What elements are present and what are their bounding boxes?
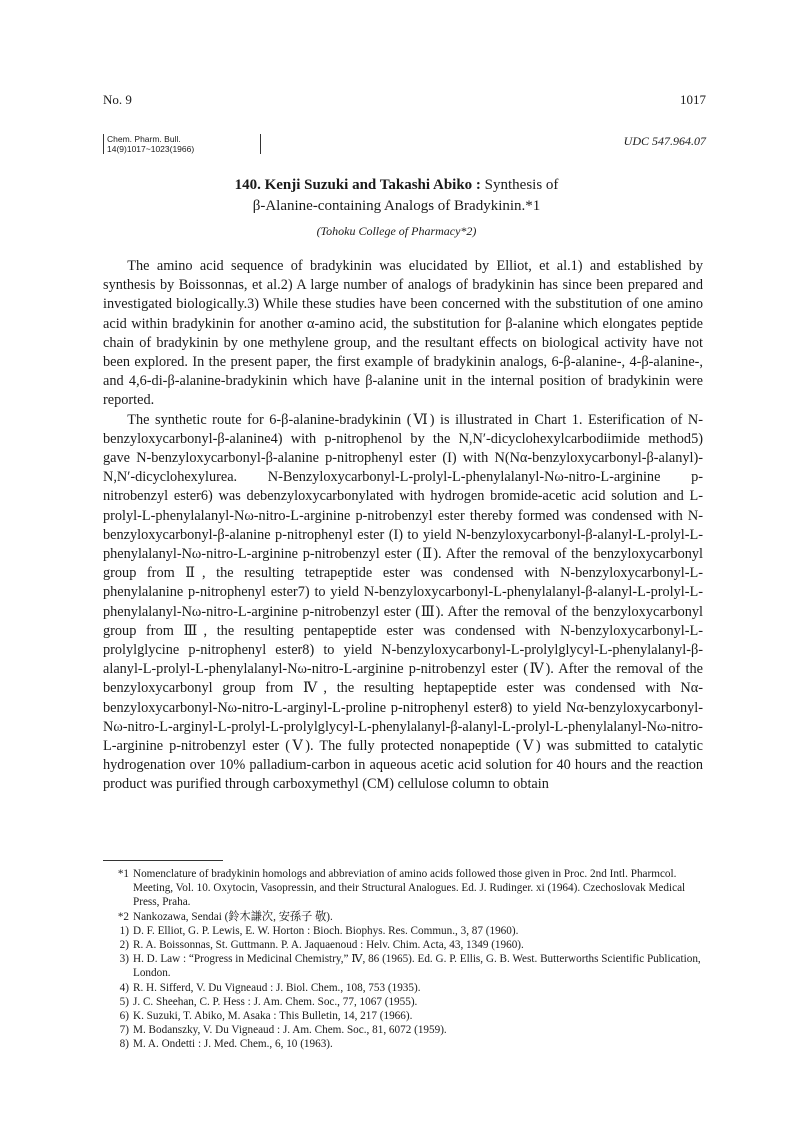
citation-journal: Chem. Pharm. Bull. — [107, 134, 181, 144]
reference: 4) R. H. Sifferd, V. Du Vigneaud : J. Biol. Chem., 108, 753 (1935). — [119, 981, 421, 994]
article-title — [0, 175, 793, 217]
footnotes — [103, 867, 703, 1052]
title-part-2: β-Alanine-containing Analogs of Bradykinin.*1 — [252, 198, 541, 214]
reference: 2) R. A. Boissonnas, St. Guttmann. P. A. Jaquaenoud : Helv. Chim. Acta, 43, 1349 (1960). — [119, 939, 524, 952]
reference: 1) D. F. Elliot, G. P. Lewis, E. W. Horton : Bioch. Biophys. Res. Commun., 3, 87 (1960). — [119, 924, 519, 937]
reference: 8) M. A. Ondetti : J. Med. Chem., 6, 10 (1963). — [119, 1038, 333, 1051]
issue-number: No. 9 — [103, 92, 132, 107]
title-authors: 140. Kenji Suzuki and Takashi Abiko : — [234, 177, 481, 193]
affiliation: (Tohoku College of Pharmacy*2) — [316, 224, 477, 238]
citation-volume: 14(9)1017~1023(1966) — [107, 144, 195, 154]
footnote-divider — [103, 860, 223, 861]
reference: 5) J. C. Sheehan, C. P. Hess : J. Am. Chem. Soc., 77, 1067 (1955). — [119, 995, 418, 1008]
article-body — [103, 257, 703, 795]
page-number: 1017 — [680, 92, 706, 107]
journal-citation — [103, 134, 261, 154]
title-part-1: Synthesis of — [480, 177, 559, 193]
footnote: *2 Nankozawa, Sendai (鈴木謙次, 安孫子 敬). — [117, 910, 333, 923]
reference: 6) K. Suzuki, T. Abiko, M. Asaka : This Bulletin, 14, 217 (1966). — [119, 1010, 413, 1023]
footnote: *1 Nomenclature of bradykinin homologs and abbreviation of amino acids followed those given in Proc. 2nd Intl. Pharmcol. Meeting, Vol. 10. Oxytocin, Vasopressin, and their Structural Analogues. Ed. J. Rudinger. xi (1964). Czechoslovak Medical Press, Praha. — [117, 868, 686, 909]
body-paragraph-1: The amino acid sequence of bradykinin was elucidated by Elliot, et al.1) and established by synthesis by Boissonnas, et al.2) A large number of analogs of bradykinin has since been prepared and investigated biologically.3) While these studies have been concerned with the substitution of one amino acid within bradykinin for another α-amino acid, the substitution for β-alanine which elongates peptide chain of bradykinin by one methylene group, and the resultant effects on biological activity have not been explored. In the present paper, the first example of bradykinin analogs, 6-β-alanine-, 4-β-alanine-, and 4,6-di-β-alanine-bradykinin which have β-alanine unit in the internal position of bradykinin were reported. — [103, 258, 703, 409]
reference: 7) M. Bodanszky, V. Du Vigneaud : J. Am. Chem. Soc., 81, 6072 (1959). — [119, 1024, 447, 1037]
reference: 3) H. D. Law : “Progress in Medicinal Chemistry,” Ⅳ, 86 (1965). Ed. G. P. Ellis, G. B. West. Butterworths Scientific Publication, London. — [119, 953, 701, 980]
udc-code: UDC 547.964.07 — [623, 134, 706, 148]
body-paragraph-2: The synthetic route for 6-β-alanine-bradykinin (Ⅵ) is illustrated in Chart 1. Esterification of N-benzyloxycarbonyl-β-alanine4) with p-nitrophenol by the N,N′-dicyclohexylcarbodiimide method5) gave N-benzyloxycarbonyl-β-alanine p-nitrophenyl ester (I) with N(Nα-benzyloxycarbonyl-β-alanyl)-N,N′-dicyclohexylurea. N-Benzyloxycarbonyl-L-prolyl-L-phenylalanyl-Nω-nitro-L-arginine p-nitrobenzyl ester6) was debenzyloxycarbonylated with hydrogen bromide-acetic acid solution and L-prolyl-L-phenylalanyl-Nω-nitro-L-arginine p-nitrobenzyl ester thereby formed was condensed with N-benzyloxycarbonyl-β-alanine p-nitrophenyl ester (I) to yield N-benzyloxycarbonyl-β-alanyl-L-prolyl-L-phenylalanyl-Nω-nitro-L-arginine p-nitrobenzyl ester (Ⅱ). After the removal of the benzyloxycarbonyl group from Ⅱ, the resulting tetrapeptide ester was condensed with N-benzyloxycarbonyl-L-phenylalanine p-nitrophenyl ester7) to yield N-benzyloxycarbonyl-L-phenylalanyl-β-alanyl-L-prolyl-L-phenylalanyl-Nω-nitro-L-arginine p-nitrobenzyl ester (Ⅲ). After the removal of the benzyloxycarbonyl group from Ⅲ, the resulting pentapeptide ester was condensed with N-benzyloxycarbonyl-L-prolylglycine p-nitrophenyl ester8) to yield N-benzyloxycarbonyl-L-prolylglycyl-L-phenylalanyl-β-alanyl-L-prolyl-L-phenylalanyl-Nω-nitro-L-arginine p-nitrobenzyl ester (Ⅳ). After the removal of the benzyloxycarbonyl group from Ⅳ, the resulting heptapeptide ester was condensed with Nα-benzyloxycarbonyl-Nω-nitro-L-arginyl-L-proline p-nitrophenyl ester8) to yield Nα-benzyloxycarbonyl-Nω-nitro-L-arginyl-L-prolyl-L-prolylglycyl-L-phenylalanyl-β-alanyl-L-prolyl-L-phenylalanyl-Nω-nitro-L-arginine p-nitrobenzyl ester (Ⅴ). The fully protected nonapeptide (Ⅴ) was submitted to catalytic hydrogenation over 10% palladium-carbon in aqueous acetic acid solution for 40 hours and the reaction product was purified through carboxymethyl (CM) cellulose column to obtain — [103, 411, 703, 793]
